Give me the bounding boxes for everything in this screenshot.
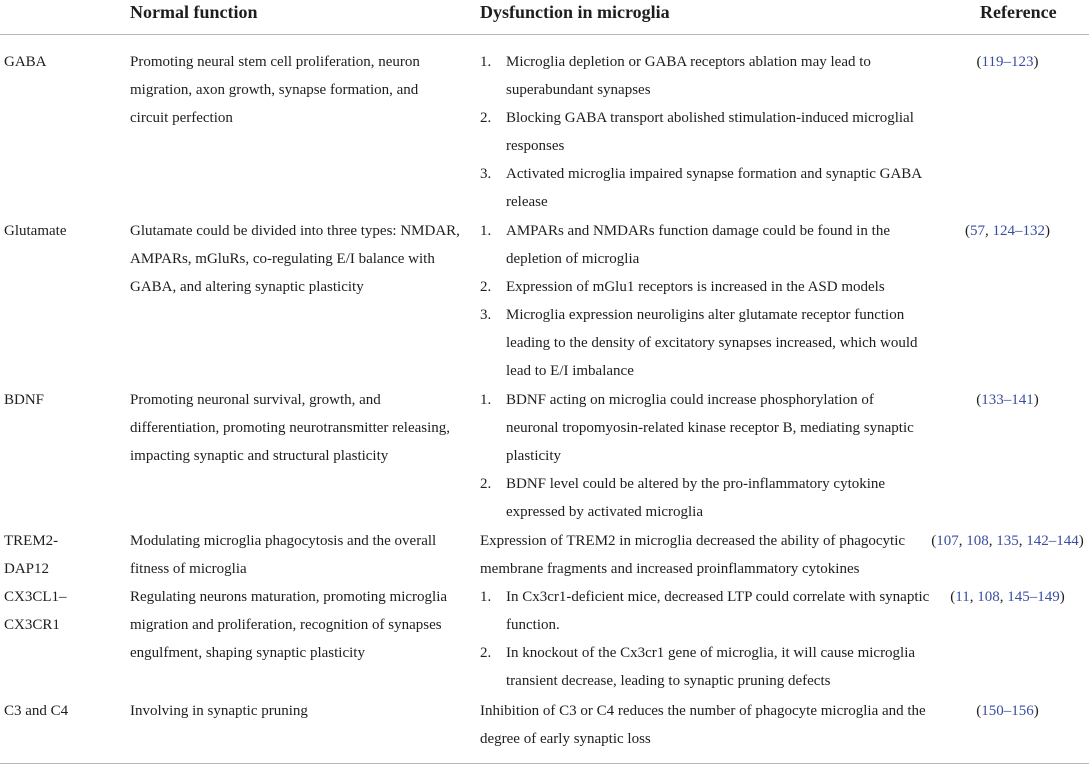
list-item (480, 639, 930, 695)
dysfunction-cell (480, 386, 930, 526)
reference-link[interactable]: 108 (977, 589, 1000, 605)
reference-link[interactable]: 135 (996, 533, 1019, 549)
reference-link[interactable]: 11 (955, 589, 970, 605)
row-label: Glutamate (4, 223, 67, 239)
reference-link[interactable]: 108 (966, 533, 989, 549)
item-text: Microglia depletion or GABA receptors ablation may lead to superabundant synapses (506, 54, 871, 98)
dysfunction-cell (480, 48, 930, 216)
dysfunction-cell (480, 217, 930, 385)
list-item (480, 301, 930, 385)
item-number: 2. (480, 645, 492, 661)
list-item (480, 583, 930, 639)
list-item (480, 217, 930, 273)
item-number: 1. (480, 589, 492, 605)
bottom-rule (0, 763, 1089, 764)
header-normal-function: Normal function (130, 2, 258, 22)
normal-function-cell: Modulating microglia phagocytosis and the overall fitness of microglia (130, 533, 437, 577)
row-label: BDNF (4, 392, 45, 408)
item-text: In Cx3cr1-deficient mice, decreased LTP could correlate with synaptic function. (506, 589, 930, 633)
item-text: Microglia expression neuroligins alter glutamate receptor function leading to the density of excitatory synapses increased, which would lead to E/I imbalance (506, 307, 918, 379)
item-number: 3. (480, 166, 492, 182)
reference-cell: (107, 108, 135, 142–144) (931, 533, 1084, 549)
row-label: TREM2- DAP12 (4, 533, 59, 577)
dysfunction-cell: Inhibition of C3 or C4 reduces the number of phagocyte microglia and the degree of early synaptic loss (480, 703, 926, 747)
header-reference: Reference (980, 2, 1057, 22)
item-text: Expression of mGlu1 receptors is increased in the ASD models (506, 279, 885, 295)
reference-link[interactable]: 145–149 (1007, 589, 1060, 605)
item-number: 3. (480, 307, 492, 323)
normal-function-cell: Involving in synaptic pruning (130, 703, 308, 719)
item-text: BDNF level could be altered by the pro-inflammatory cytokine expressed by activated microglia (506, 476, 886, 520)
header-dysfunction: Dysfunction in microglia (480, 2, 670, 22)
list-item (480, 160, 930, 216)
list-item (480, 48, 930, 104)
row-label: CX3CL1– CX3CR1 (4, 589, 67, 633)
reference-cell: (150–156) (976, 703, 1039, 719)
item-number: 2. (480, 110, 492, 126)
reference-cell: (133–141) (976, 392, 1039, 408)
reference-cell: (57, 124–132) (965, 223, 1050, 239)
reference-link[interactable]: 124–132 (992, 223, 1045, 239)
list-item (480, 386, 930, 470)
row-label: C3 and C4 (4, 703, 69, 719)
list-item (480, 273, 930, 301)
item-number: 1. (480, 54, 492, 70)
item-text: AMPARs and NMDARs function damage could be found in the depletion of microglia (506, 223, 890, 267)
dysfunction-cell (480, 583, 930, 695)
reference-cell: (11, 108, 145–149) (950, 589, 1065, 605)
reference-link[interactable]: 119–123 (981, 54, 1034, 70)
normal-function-cell: Glutamate could be divided into three types: NMDAR, AMPARs, mGluRs, co-regulating E/I balance with GABA, and altering synaptic plasticity (130, 223, 460, 295)
list-item (480, 104, 930, 160)
normal-function-cell: Promoting neuronal survival, growth, and differentiation, promoting neurotransmitter releasing, impacting synaptic and structural plasticity (130, 392, 451, 464)
item-text: In knockout of the Cx3cr1 gene of microglia, it will cause microglia transient decrease, leading to synaptic pruning defects (506, 645, 916, 689)
item-number: 1. (480, 392, 492, 408)
item-number: 2. (480, 476, 492, 492)
item-text: Blocking GABA transport abolished stimulation-induced microglial responses (506, 110, 914, 154)
normal-function-cell: Promoting neural stem cell proliferation, neuron migration, axon growth, synapse formation, and circuit perfection (130, 54, 420, 126)
row-label: GABA (4, 54, 47, 70)
normal-function-cell: Regulating neurons maturation, promoting microglia migration and proliferation, recognition of synapses engulfment, shaping synaptic plasticity (130, 589, 448, 661)
reference-link[interactable]: 107 (936, 533, 959, 549)
item-text: Activated microglia impaired synapse formation and synaptic GABA release (506, 166, 922, 210)
list-item (480, 470, 930, 526)
reference-cell: (119–123) (976, 54, 1039, 70)
header-rule (0, 34, 1089, 35)
item-number: 1. (480, 223, 492, 239)
dysfunction-cell: Expression of TREM2 in microglia decreased the ability of phagocytic membrane fragments and increased proinflammatory cytokines (480, 533, 906, 577)
reference-link[interactable]: 57 (970, 223, 985, 239)
item-text: BDNF acting on microglia could increase phosphorylation of neuronal tropomyosin-related kinase receptor B, mediating synaptic plasticity (506, 392, 914, 464)
reference-link[interactable]: 142–144 (1026, 533, 1079, 549)
reference-link[interactable]: 150–156 (981, 703, 1034, 719)
item-number: 2. (480, 279, 492, 295)
reference-link[interactable]: 133–141 (981, 392, 1034, 408)
